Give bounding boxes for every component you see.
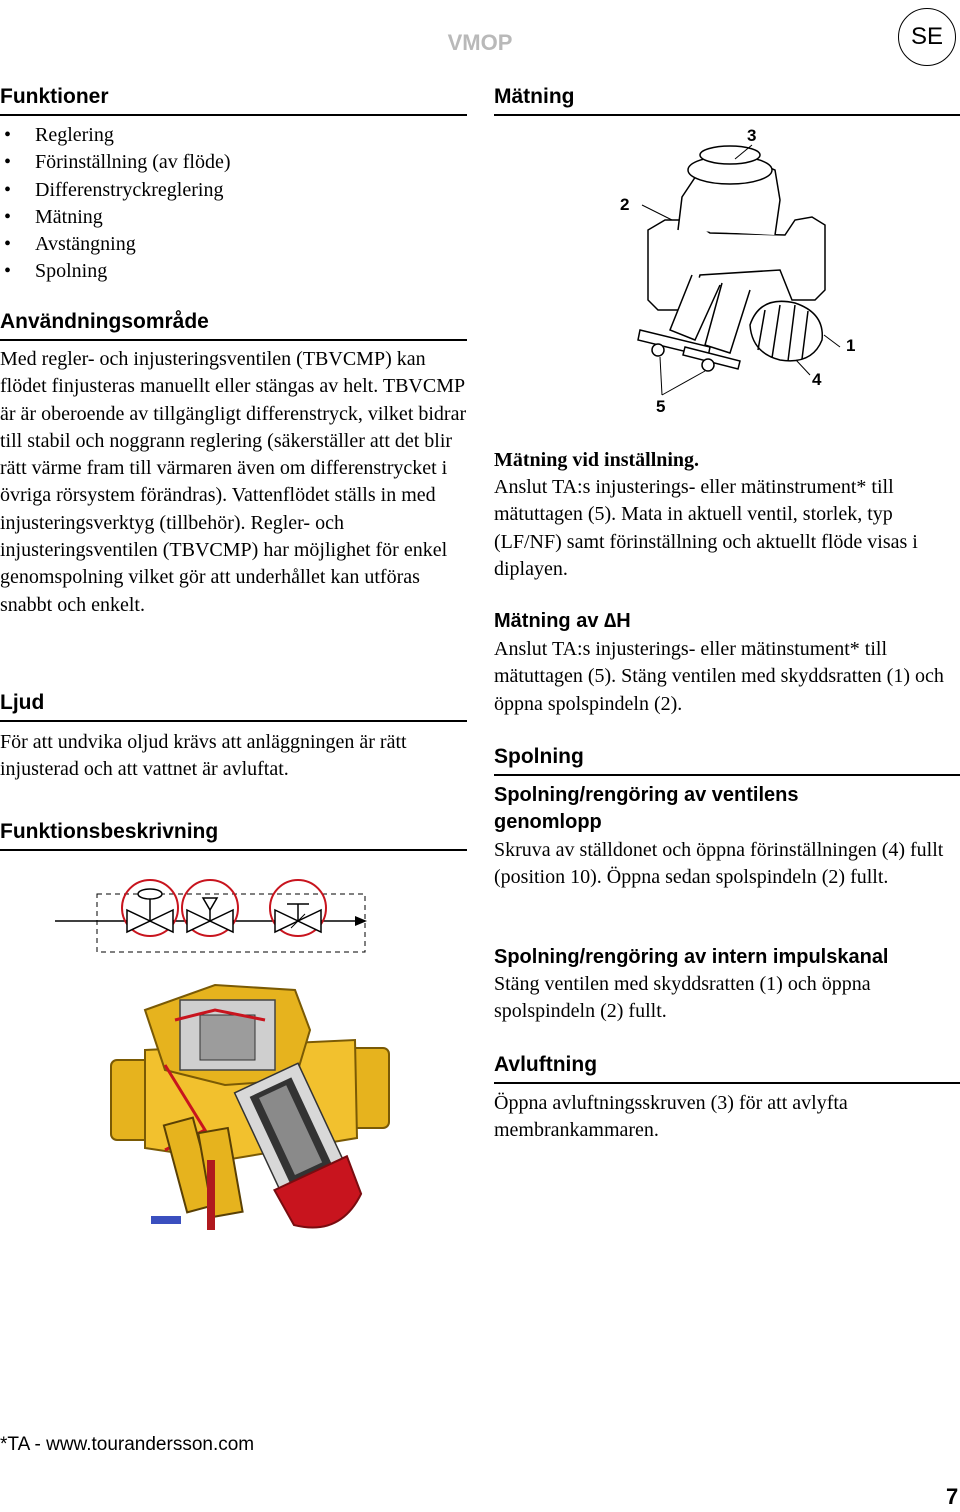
page-number: 7 xyxy=(946,1484,959,1509)
callout-5: 5 xyxy=(656,397,666,416)
heading-avluftning: Avluftning xyxy=(494,1052,960,1084)
callout-3: 3 xyxy=(747,126,757,145)
heading-anvandningsomrade: Användningsområde xyxy=(0,309,467,341)
heading-spolning: Spolning xyxy=(494,744,960,776)
subheading-rengoring-intern: Spolning/rengöring av intern impulskanal xyxy=(494,946,889,968)
avluftning-paragraph: Öppna avluftningsskruven (3) för att avlyfta membrankammaren. xyxy=(494,1092,848,1142)
matning-vid-installning-paragraph: Anslut TA:s injusterings- eller mätinstrument* till mätuttagen (5). Mata in aktuell ventil, storlek, typ (LF/NF) samt förinställning och aktuellt flöde visas i diplayen. xyxy=(494,476,918,580)
valve-line-drawing xyxy=(600,125,870,415)
rengoring-ventil-paragraph: Skruva av ställdonet och öppna förinställningen (4) fullt (position 10). Öppna sedan spolspindeln (2) fullt. xyxy=(494,839,944,889)
list-item: • Mätning xyxy=(0,204,467,231)
subheading-rengoring-ventil: Spolning/rengöring av ventilens genomlopp xyxy=(494,784,799,833)
list-item: • Spolning xyxy=(0,258,467,285)
list-item: • Differenstryckreglering xyxy=(0,177,467,204)
subheading-matning-av-dh: Mätning av ∆H xyxy=(494,610,631,632)
rengoring-intern-paragraph: Stäng ventilen med skyddsratten (1) och öppna spolspindeln (2) fullt. xyxy=(494,973,871,1023)
callout-2: 2 xyxy=(620,195,630,214)
usage-paragraph: Med regler- och injusteringsventilen (TBVCMP) kan flödet finjusteras manuellt eller stängas av helt. TBVCMP är är oberoende av tillgängligt differenstryck, vilket bidrar till stabil och noggrann reglering (säkerställer att det blir rätt värme fram till värmaren även om differenstrycket i övriga rörsystem förändras). Vattenflödet ställs in med injusteringsverktyg (tillbehör). Regler- och injusteringsventilen (TBVCMP) har möjlighet för enkel genomspolning vilket gör att underhållet kan utföras snabbt och enkelt. xyxy=(0,348,467,616)
valve-cutaway-illustration xyxy=(105,970,395,1260)
list-item: • Reglering xyxy=(0,122,467,149)
list-item: • Förinställning (av flöde) xyxy=(0,149,467,176)
footnote: *TA - www.tourandersson.com xyxy=(0,1434,255,1455)
language-badge: SE xyxy=(898,8,956,66)
valve-schematic-diagram xyxy=(55,878,375,958)
heading-ljud: Ljud xyxy=(0,690,467,722)
document-title: VMOP xyxy=(447,30,513,55)
list-item: • Avstängning xyxy=(0,231,467,258)
callout-4: 4 xyxy=(812,370,822,389)
heading-matning: Mätning xyxy=(494,84,960,116)
subheading-matning-vid-installning: Mätning vid inställning. xyxy=(494,449,700,471)
sound-paragraph: För att undvika oljud krävs att anläggningen är rätt injusterad och att vattnet är avluftat. xyxy=(0,731,407,781)
matning-av-dh-paragraph: Anslut TA:s injusterings- eller mätinstument* till mätuttagen (5). Stäng ventilen med skyddsratten (1) och öppna spolspindeln (2). xyxy=(494,638,944,715)
heading-funktionsbeskrivning: Funktionsbeskrivning xyxy=(0,819,467,851)
function-list xyxy=(0,122,467,286)
heading-funktioner: Funktioner xyxy=(0,84,467,116)
callout-1: 1 xyxy=(846,336,856,355)
